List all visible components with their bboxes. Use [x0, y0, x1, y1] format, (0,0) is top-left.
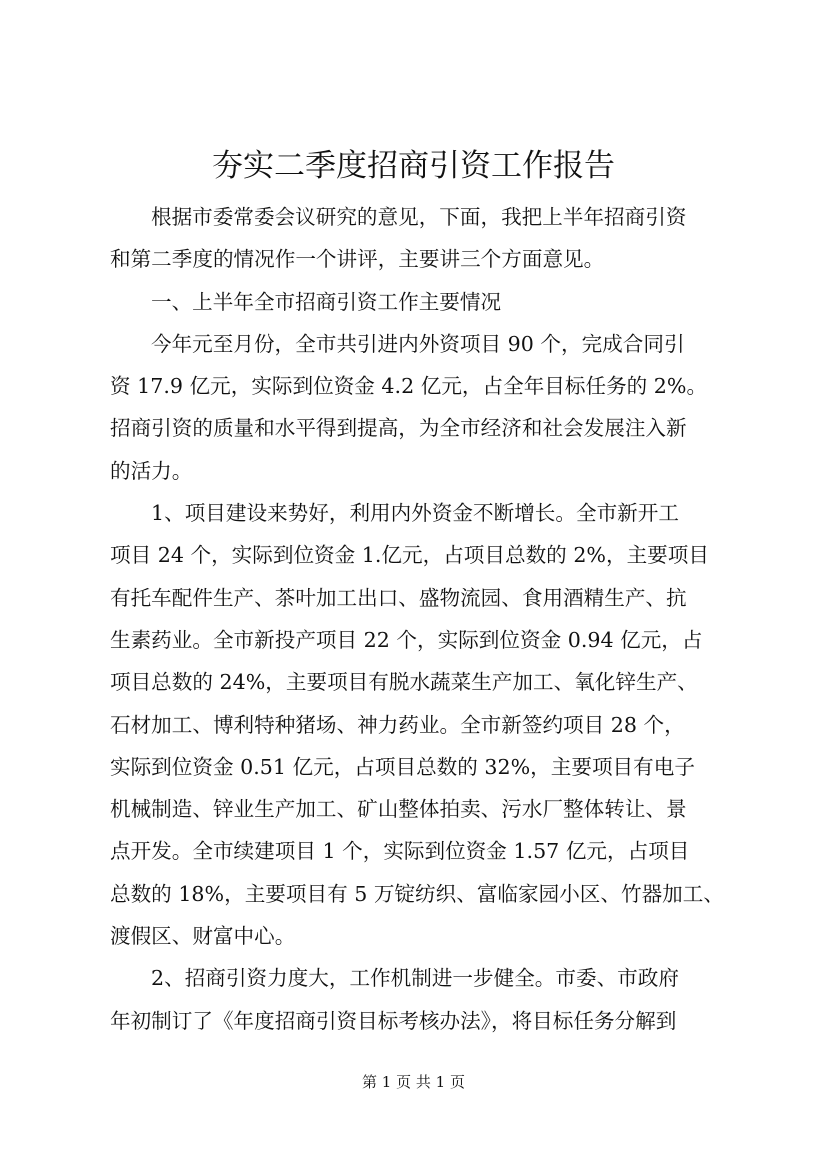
- paragraph-line: 项目总数的 24%，主要项目有脱水蔬菜生产加工、氧化锌生产、: [110, 670, 698, 695]
- paragraph-line: 今年元至月份，全市共引进内外资项目 90 个，完成合同引: [151, 331, 685, 356]
- document-body: [110, 196, 728, 1042]
- paragraph-line: 点开发。全市续建项目 1 个，实际到位资金 1.57 亿元，占项目: [110, 839, 690, 864]
- page-footer: 第 1 页 共 1 页: [362, 1073, 465, 1091]
- paragraph-line: 机械制造、锌业生产加工、矿山整体拍卖、污水厂整体转让、景: [110, 797, 687, 822]
- paragraph-line: 资 17.9 亿元，实际到位资金 4.2 亿元，占全年目标任务的 2%。: [110, 374, 708, 399]
- paragraph-line: 年初制订了《年度招商引资目标考核办法》，将目标任务分解到: [110, 1008, 677, 1033]
- paragraph-line: 实际到位资金 0.51 亿元，占项目总数的 32%，主要项目有电子: [110, 754, 695, 779]
- paragraph-line: 石材加工、博利特种猪场、神力药业。全市新签约项目 28 个，: [110, 712, 685, 737]
- paragraph-line: 项目 24 个，实际到位资金 1.亿元，占项目总数的 2%，主要项目: [110, 543, 709, 568]
- document-title: 夯实二季度招商引资工作报告: [212, 148, 615, 184]
- paragraph-line: 和第二季度的情况作一个讲评，主要讲三个方面意见。: [110, 247, 605, 272]
- paragraph-line: 的活力。: [110, 458, 193, 483]
- paragraph-line: 生素药业。全市新投产项目 22 个，实际到位资金 0.94 亿元，占: [110, 627, 703, 652]
- paragraph-line: 2、招商引资力度大，工作机制进一步健全。市委、市政府: [151, 966, 679, 991]
- paragraph-line: 总数的 18%，主要项目有 5 万锭纺织、富临家园小区、竹器加工、: [110, 881, 724, 906]
- paragraph-line: 招商引资的质量和水平得到提高，为全市经济和社会发展注入新: [110, 416, 687, 441]
- section-heading: 一、上半年全市招商引资工作主要情况: [151, 289, 502, 314]
- paragraph-line: 有托车配件生产、茶叶加工出口、盛物流园、食用酒精生产、抗: [110, 585, 687, 610]
- paragraph-line: 根据市委常委会议研究的意见，下面，我把上半年招商引资: [151, 205, 687, 229]
- paragraph-line: 1、项目建设来势好，利用内外资金不断增长。全市新开工: [151, 501, 679, 526]
- paragraph-line: 渡假区、财富中心。: [110, 924, 296, 949]
